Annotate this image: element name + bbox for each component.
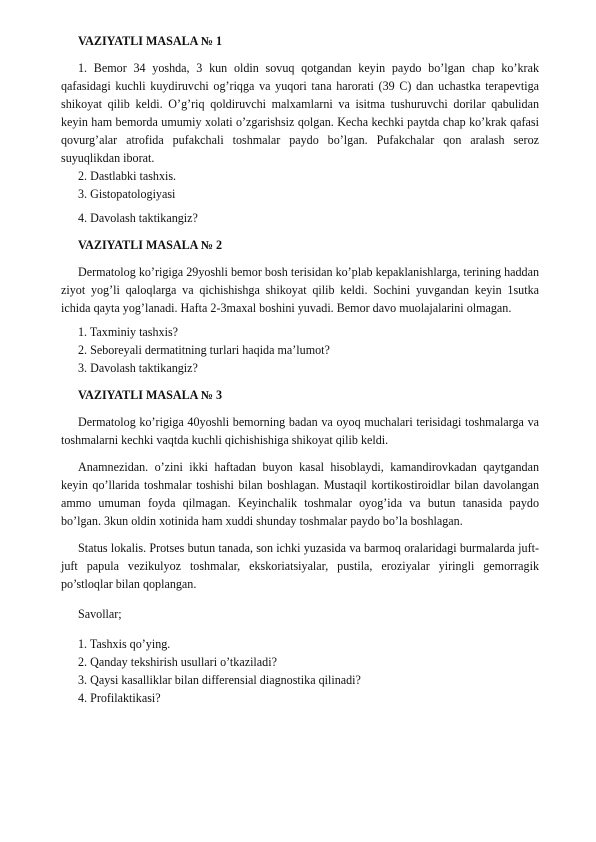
case2-body: Dermatolog ko’rigiga 29yoshli bemor bosh terisidan ko’plab kepaklanishlarga, terining haddan ziyot yog’li qaloqlarga va qichishishga shikoyat qilib keldi. Sochini yuvgandan keyin 1sutka ichida qayta yog’lanadi. Hafta 2-3maxal boshini yuvadi. Bemor davo muolajalarini olmagan. [61,265,539,315]
case3-question: 2. Qanday tekshirish usullari o’tkaziladi? [78,655,277,669]
case2-question: 1. Taxminiy tashxis? [78,325,179,339]
case3-savollar: Savollar; [78,607,122,621]
case1-title: VAZIYATLI MASALA № 1 [78,34,222,48]
case1-body: 1. Bemor 34 yoshda, 3 kun oldin sovuq qotgandan keyin paydo bo’lgan chap ko’krak qafasidagi kuchli kuydiruvchi og’riqga va yuqori tana harorati (39 C) dan uchastka terapevtiga shikoyat qilib keldi. O’g’riq qoldiruvchi malxamlarni va isitma tushuruvchi dorilar qabulidan keyin ham bemorda umumiy xolati o’zgarishsiz qolgan. Kecha kechki paytda chap ko’krak qafasi qovurg’alar atrofida pufakchali toshmalar paydo bo’lgan. Pufakchalar qon aralash seroz suyuqlikdan iborat. [61,61,539,165]
case3-paragraph: Dermatolog ko’rigiga 40yoshli bemorning badan va oyoq muchalari terisidagi toshmalarga va toshmalarni kechki vaqtda kuchli qichishishiga shikoyat qilib keldi. [61,415,539,447]
case3-title: VAZIYATLI MASALA № 3 [78,388,222,402]
case3-question: 1. Tashxis qo’ying. [78,637,171,651]
case3-question: 3. Qaysi kasalliklar bilan differensial diagnostika qilinadi? [78,673,361,687]
case1-question: 4. Davolash taktikangiz? [78,211,198,225]
case2-question: 2. Seboreyali dermatitning turlari haqida ma’lumot? [78,343,330,357]
case2-question: 3. Davolash taktikangiz? [78,361,198,375]
case2-title: VAZIYATLI MASALA № 2 [78,238,222,252]
case1-question: 3. Gistopatologiyasi [78,187,176,201]
case3-paragraph: Status lokalis. Protses butun tanada, son ichki yuzasida va barmoq oralaridagi burmalarda juft-juft papula vezikulyoz toshmalar, ekskoriatsiyalar, pustila, eroziyalar yiringli gemorragik po’stloqlar bilan qoplangan. [61,541,539,591]
document-page [61,32,539,707]
case3-question: 4. Profilaktikasi? [78,691,161,705]
case3-paragraph: Anamnezidan. o’zini ikki haftadan buyon kasal hisoblaydi, kamandirovkadan qaytgandan keyin qo’llarida toshmalar toshishi bilan boshlagan. Mustaqil kortikostiroidlar bilan davolangan ammo umuman foyda qilmagan. Keyinchalik toshmalar oyog’ida va butun tanasida paydo bo’lgan. 3kun oldin xotinida ham xuddi shunday toshmalar paydo bo’la boshlagan. [61,460,539,528]
case1-question: 2. Dastlabki tashxis. [78,169,177,183]
